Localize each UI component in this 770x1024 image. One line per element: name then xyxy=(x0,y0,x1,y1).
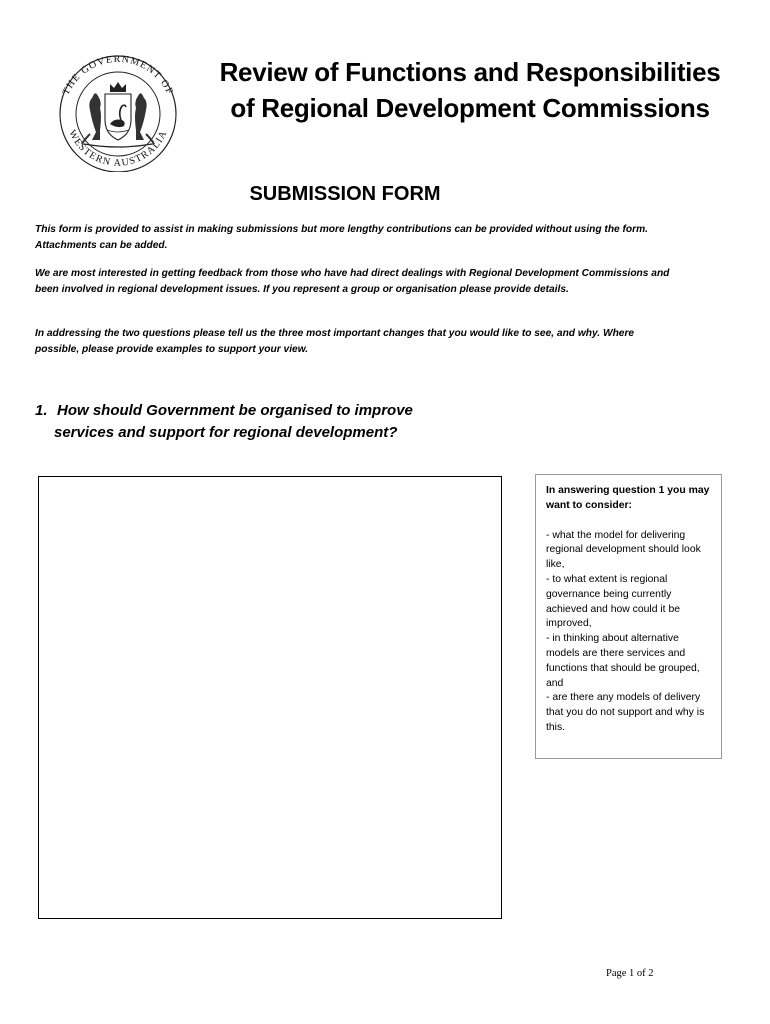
crest-ring-bottom-text: WESTERN AUSTRALIA xyxy=(66,128,170,169)
government-crest-seal xyxy=(52,52,184,172)
question-1-hint-box xyxy=(535,474,722,759)
hint-item-3: - in thinking about alternative models are there services and functions that should be grouped, and xyxy=(546,633,700,689)
intro-paragraph-3: In addressing the two questions please tell us the three most important changes that you would like to see, and why. Where possible, please provide examples to support your view. xyxy=(35,328,635,355)
document-title-line-1: Review of Functions and Responsibilities xyxy=(219,57,721,87)
crest-ring-top-text: THE GOVERNMENT OF xyxy=(60,53,176,97)
hint-item-2: - to what extent is regional governance being currently achieved and how could it be improved, xyxy=(546,573,681,630)
question-1-line-2: services and support for regional development? xyxy=(54,424,398,441)
question-1-answer-field[interactable] xyxy=(38,476,502,919)
question-1-number: 1. xyxy=(35,402,48,419)
intro-paragraph-1: This form is provided to assist in making submissions but more lengthy contributions can be provided without using the form. Attachments can be added. xyxy=(35,224,649,251)
question-1-line-1: How should Government be organised to improve xyxy=(57,402,413,419)
document-title-line-2: of Regional Development Commissions xyxy=(230,93,710,123)
page-number: Page 1 of 2 xyxy=(606,968,654,979)
submission-form-heading: SUBMISSION FORM xyxy=(249,183,441,205)
hint-item-4: - are there any models of delivery that you do not support and why is this. xyxy=(546,692,705,733)
question-1 xyxy=(35,400,495,444)
intro-paragraph-2: We are most interested in getting feedback from those who have had direct dealings with Regional Development Commissions and been involved in regional development issues. If you represent a group or organisation please provide details. xyxy=(35,268,670,295)
document-title xyxy=(190,54,750,126)
hint-item-1: - what the model for delivering regional development should look like, xyxy=(546,529,701,571)
hint-title: In answering question 1 you may want to consider: xyxy=(546,485,710,511)
